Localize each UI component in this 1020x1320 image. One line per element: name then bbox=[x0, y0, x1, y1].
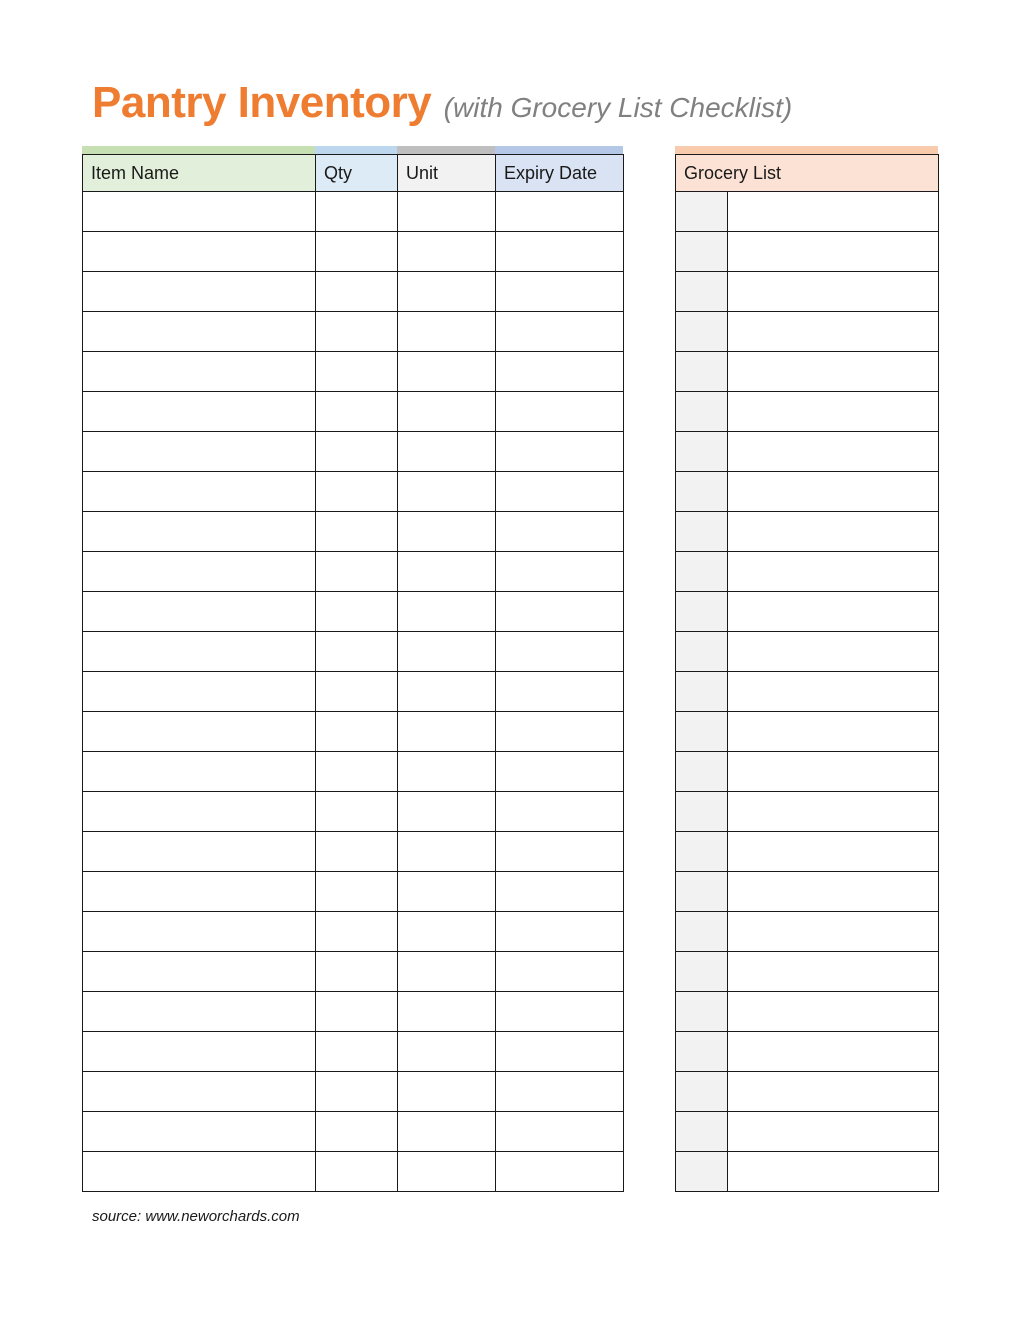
inventory-cell-expiry-date[interactable] bbox=[496, 832, 624, 872]
grocery-checkbox-cell[interactable] bbox=[676, 872, 728, 912]
inventory-cell-qty[interactable] bbox=[316, 472, 398, 512]
grocery-row bbox=[676, 192, 939, 232]
inventory-cell-expiry-date[interactable] bbox=[496, 272, 624, 312]
grocery-checkbox-cell[interactable] bbox=[676, 432, 728, 472]
inventory-cell-expiry-date[interactable] bbox=[496, 552, 624, 592]
grocery-checkbox-cell[interactable] bbox=[676, 632, 728, 672]
inventory-cell-qty[interactable] bbox=[316, 672, 398, 712]
page-title bbox=[92, 78, 792, 128]
grocery-item-cell[interactable] bbox=[728, 312, 939, 352]
inventory-cell-expiry-date[interactable] bbox=[496, 1032, 624, 1072]
grocery-item-cell[interactable] bbox=[728, 272, 939, 312]
inventory-cell-expiry-date[interactable] bbox=[496, 512, 624, 552]
grocery-item-cell[interactable] bbox=[728, 872, 939, 912]
grocery-list-table bbox=[675, 146, 938, 1192]
grocery-checkbox-cell[interactable] bbox=[676, 992, 728, 1032]
inventory-cell-expiry-date[interactable] bbox=[496, 792, 624, 832]
inventory-cell-item-name[interactable] bbox=[83, 832, 316, 872]
inventory-row bbox=[83, 712, 624, 752]
inventory-row bbox=[83, 792, 624, 832]
inventory-cell-qty[interactable] bbox=[316, 1072, 398, 1112]
inventory-row bbox=[83, 872, 624, 912]
grocery-checkbox-cell[interactable] bbox=[676, 712, 728, 752]
inventory-cell-unit[interactable] bbox=[398, 632, 496, 672]
grocery-item-cell[interactable] bbox=[728, 832, 939, 872]
grocery-checkbox-cell[interactable] bbox=[676, 192, 728, 232]
grocery-item-cell[interactable] bbox=[728, 1032, 939, 1072]
inventory-row bbox=[83, 352, 624, 392]
inventory-cell-expiry-date[interactable] bbox=[496, 952, 624, 992]
grocery-item-cell[interactable] bbox=[728, 432, 939, 472]
inventory-cell-qty[interactable] bbox=[316, 1152, 398, 1192]
grocery-checkbox-cell[interactable] bbox=[676, 352, 728, 392]
inventory-accent-bar bbox=[82, 146, 623, 154]
inventory-row bbox=[83, 512, 624, 552]
inventory-cell-qty[interactable] bbox=[316, 432, 398, 472]
grocery-row bbox=[676, 952, 939, 992]
header-grocery-list: Grocery List bbox=[676, 155, 939, 192]
inventory-cell-expiry-date[interactable] bbox=[496, 912, 624, 952]
grocery-item-cell[interactable] bbox=[728, 1112, 939, 1152]
inventory-cell-qty[interactable] bbox=[316, 872, 398, 912]
grocery-checkbox-cell[interactable] bbox=[676, 952, 728, 992]
inventory-cell-qty[interactable] bbox=[316, 272, 398, 312]
inventory-cell-qty[interactable] bbox=[316, 392, 398, 432]
inventory-cell-unit[interactable] bbox=[398, 832, 496, 872]
grocery-row bbox=[676, 552, 939, 592]
inventory-cell-item-name[interactable] bbox=[83, 312, 316, 352]
grocery-row bbox=[676, 432, 939, 472]
inventory-cell-expiry-date[interactable] bbox=[496, 632, 624, 672]
inventory-cell-unit[interactable] bbox=[398, 1112, 496, 1152]
inventory-cell-item-name[interactable] bbox=[83, 352, 316, 392]
inventory-cell-item-name[interactable] bbox=[83, 1072, 316, 1112]
inventory-cell-qty[interactable] bbox=[316, 352, 398, 392]
inventory-cell-qty[interactable] bbox=[316, 192, 398, 232]
inventory-header-row bbox=[83, 155, 624, 192]
inventory-cell-qty[interactable] bbox=[316, 912, 398, 952]
grocery-item-cell[interactable] bbox=[728, 552, 939, 592]
inventory-cell-unit[interactable] bbox=[398, 912, 496, 952]
inventory-cell-item-name[interactable] bbox=[83, 512, 316, 552]
inventory-row bbox=[83, 752, 624, 792]
grocery-item-cell[interactable] bbox=[728, 1152, 939, 1192]
inventory-cell-qty[interactable] bbox=[316, 792, 398, 832]
inventory-cell-expiry-date[interactable] bbox=[496, 1112, 624, 1152]
inventory-cell-item-name[interactable] bbox=[83, 952, 316, 992]
grocery-checkbox-cell[interactable] bbox=[676, 912, 728, 952]
inventory-cell-item-name[interactable] bbox=[83, 1032, 316, 1072]
inventory-cell-item-name[interactable] bbox=[83, 752, 316, 792]
inventory-row bbox=[83, 952, 624, 992]
inventory-cell-qty[interactable] bbox=[316, 1112, 398, 1152]
inventory-cell-unit[interactable] bbox=[398, 272, 496, 312]
inventory-cell-item-name[interactable] bbox=[83, 432, 316, 472]
grocery-checkbox-cell[interactable] bbox=[676, 1112, 728, 1152]
inventory-cell-unit[interactable] bbox=[398, 752, 496, 792]
inventory-cell-qty[interactable] bbox=[316, 1032, 398, 1072]
inventory-row bbox=[83, 912, 624, 952]
inventory-cell-qty[interactable] bbox=[316, 552, 398, 592]
grocery-item-cell[interactable] bbox=[728, 712, 939, 752]
inventory-cell-item-name[interactable] bbox=[83, 592, 316, 632]
grocery-row bbox=[676, 632, 939, 672]
grocery-checkbox-cell[interactable] bbox=[676, 832, 728, 872]
inventory-cell-item-name[interactable] bbox=[83, 912, 316, 952]
inventory-row bbox=[83, 192, 624, 232]
grocery-row bbox=[676, 872, 939, 912]
grocery-checkbox-cell[interactable] bbox=[676, 232, 728, 272]
grocery-row bbox=[676, 1032, 939, 1072]
grocery-checkbox-cell[interactable] bbox=[676, 312, 728, 352]
accent-item-name bbox=[82, 146, 315, 154]
inventory-cell-expiry-date[interactable] bbox=[496, 312, 624, 352]
inventory-cell-expiry-date[interactable] bbox=[496, 872, 624, 912]
inventory-cell-expiry-date[interactable] bbox=[496, 752, 624, 792]
grocery-row bbox=[676, 232, 939, 272]
inventory-cell-unit[interactable] bbox=[398, 192, 496, 232]
inventory-cell-unit[interactable] bbox=[398, 472, 496, 512]
inventory-cell-unit[interactable] bbox=[398, 952, 496, 992]
inventory-cell-unit[interactable] bbox=[398, 792, 496, 832]
grocery-checkbox-cell[interactable] bbox=[676, 592, 728, 632]
inventory-cell-unit[interactable] bbox=[398, 552, 496, 592]
inventory-cell-qty[interactable] bbox=[316, 512, 398, 552]
inventory-cell-item-name[interactable] bbox=[83, 552, 316, 592]
inventory-cell-unit[interactable] bbox=[398, 592, 496, 632]
inventory-cell-expiry-date[interactable] bbox=[496, 352, 624, 392]
inventory-cell-unit[interactable] bbox=[398, 992, 496, 1032]
inventory-cell-qty[interactable] bbox=[316, 632, 398, 672]
grocery-row bbox=[676, 392, 939, 432]
grocery-checkbox-cell[interactable] bbox=[676, 472, 728, 512]
inventory-cell-item-name[interactable] bbox=[83, 672, 316, 712]
grocery-row bbox=[676, 272, 939, 312]
grocery-item-cell[interactable] bbox=[728, 592, 939, 632]
inventory-cell-qty[interactable] bbox=[316, 752, 398, 792]
inventory-cell-item-name[interactable] bbox=[83, 632, 316, 672]
inventory-cell-qty[interactable] bbox=[316, 312, 398, 352]
inventory-cell-expiry-date[interactable] bbox=[496, 432, 624, 472]
inventory-cell-unit[interactable] bbox=[398, 1072, 496, 1112]
grocery-row bbox=[676, 592, 939, 632]
grocery-item-cell[interactable] bbox=[728, 952, 939, 992]
inventory-cell-item-name[interactable] bbox=[83, 1112, 316, 1152]
grocery-accent-bar bbox=[675, 146, 938, 154]
inventory-cell-unit[interactable] bbox=[398, 432, 496, 472]
grocery-item-cell[interactable] bbox=[728, 792, 939, 832]
inventory-cell-expiry-date[interactable] bbox=[496, 592, 624, 632]
inventory-cell-item-name[interactable] bbox=[83, 472, 316, 512]
grocery-row bbox=[676, 312, 939, 352]
inventory-cell-qty[interactable] bbox=[316, 592, 398, 632]
inventory-cell-item-name[interactable] bbox=[83, 872, 316, 912]
inventory-row bbox=[83, 1032, 624, 1072]
inventory-cell-qty[interactable] bbox=[316, 712, 398, 752]
inventory-cell-qty[interactable] bbox=[316, 232, 398, 272]
inventory-row bbox=[83, 992, 624, 1032]
inventory-row bbox=[83, 232, 624, 272]
inventory-cell-expiry-date[interactable] bbox=[496, 672, 624, 712]
accent-unit bbox=[397, 146, 495, 154]
inventory-cell-expiry-date[interactable] bbox=[496, 992, 624, 1032]
inventory-cell-unit[interactable] bbox=[398, 392, 496, 432]
grocery-row bbox=[676, 912, 939, 952]
grocery-item-cell[interactable] bbox=[728, 232, 939, 272]
inventory-cell-expiry-date[interactable] bbox=[496, 192, 624, 232]
inventory-cell-item-name[interactable] bbox=[83, 272, 316, 312]
source-note: source: www.neworchards.com bbox=[92, 1208, 300, 1225]
grocery-row bbox=[676, 672, 939, 712]
inventory-cell-expiry-date[interactable] bbox=[496, 1072, 624, 1112]
inventory-cell-qty[interactable] bbox=[316, 952, 398, 992]
inventory-cell-item-name[interactable] bbox=[83, 1152, 316, 1192]
inventory-row bbox=[83, 592, 624, 632]
inventory-cell-qty[interactable] bbox=[316, 832, 398, 872]
grocery-item-cell[interactable] bbox=[728, 672, 939, 712]
grocery-item-cell[interactable] bbox=[728, 512, 939, 552]
header-item-name: Item Name bbox=[83, 155, 316, 192]
grocery-row bbox=[676, 512, 939, 552]
inventory-cell-item-name[interactable] bbox=[83, 392, 316, 432]
inventory-cell-unit[interactable] bbox=[398, 232, 496, 272]
inventory-cell-item-name[interactable] bbox=[83, 192, 316, 232]
grocery-checkbox-cell[interactable] bbox=[676, 392, 728, 432]
grocery-checkbox-cell[interactable] bbox=[676, 272, 728, 312]
inventory-row bbox=[83, 672, 624, 712]
grocery-checkbox-cell[interactable] bbox=[676, 752, 728, 792]
grocery-checkbox-cell[interactable] bbox=[676, 512, 728, 552]
inventory-row bbox=[83, 632, 624, 672]
grocery-row bbox=[676, 1152, 939, 1192]
grocery-item-cell[interactable] bbox=[728, 752, 939, 792]
grocery-row bbox=[676, 712, 939, 752]
grocery-row bbox=[676, 1112, 939, 1152]
grocery-item-cell[interactable] bbox=[728, 472, 939, 512]
inventory-cell-unit[interactable] bbox=[398, 312, 496, 352]
inventory-row bbox=[83, 552, 624, 592]
grocery-checkbox-cell[interactable] bbox=[676, 552, 728, 592]
grocery-row bbox=[676, 752, 939, 792]
inventory-row bbox=[83, 272, 624, 312]
inventory-cell-item-name[interactable] bbox=[83, 712, 316, 752]
inventory-cell-unit[interactable] bbox=[398, 512, 496, 552]
inventory-row bbox=[83, 1072, 624, 1112]
grocery-checkbox-cell[interactable] bbox=[676, 672, 728, 712]
inventory-cell-unit[interactable] bbox=[398, 712, 496, 752]
grocery-item-cell[interactable] bbox=[728, 1072, 939, 1112]
inventory-cell-unit[interactable] bbox=[398, 352, 496, 392]
inventory-cell-expiry-date[interactable] bbox=[496, 232, 624, 272]
inventory-cell-item-name[interactable] bbox=[83, 232, 316, 272]
inventory-cell-item-name[interactable] bbox=[83, 992, 316, 1032]
accent-qty bbox=[315, 146, 397, 154]
grocery-item-cell[interactable] bbox=[728, 992, 939, 1032]
inventory-row bbox=[83, 1152, 624, 1192]
grocery-checkbox-cell[interactable] bbox=[676, 1072, 728, 1112]
header-unit: Unit bbox=[398, 155, 496, 192]
grocery-row bbox=[676, 792, 939, 832]
grocery-item-cell[interactable] bbox=[728, 632, 939, 672]
accent-expiry-date bbox=[495, 146, 623, 154]
pantry-inventory-table bbox=[82, 146, 623, 1192]
grocery-row bbox=[676, 352, 939, 392]
grocery-checkbox-cell[interactable] bbox=[676, 1032, 728, 1072]
inventory-cell-unit[interactable] bbox=[398, 672, 496, 712]
inventory-row bbox=[83, 432, 624, 472]
inventory-cell-unit[interactable] bbox=[398, 1152, 496, 1192]
inventory-cell-expiry-date[interactable] bbox=[496, 712, 624, 752]
grocery-checkbox-cell[interactable] bbox=[676, 792, 728, 832]
grocery-item-cell[interactable] bbox=[728, 352, 939, 392]
inventory-row bbox=[83, 392, 624, 432]
grocery-row bbox=[676, 472, 939, 512]
grocery-item-cell[interactable] bbox=[728, 392, 939, 432]
inventory-cell-expiry-date[interactable] bbox=[496, 472, 624, 512]
inventory-row bbox=[83, 832, 624, 872]
inventory-cell-unit[interactable] bbox=[398, 872, 496, 912]
grocery-item-cell[interactable] bbox=[728, 192, 939, 232]
inventory-row bbox=[83, 472, 624, 512]
inventory-cell-expiry-date[interactable] bbox=[496, 392, 624, 432]
inventory-cell-item-name[interactable] bbox=[83, 792, 316, 832]
header-expiry-date: Expiry Date bbox=[496, 155, 624, 192]
header-qty: Qty bbox=[316, 155, 398, 192]
title-subtitle: (with Grocery List Checklist) bbox=[443, 92, 793, 123]
grocery-item-cell[interactable] bbox=[728, 912, 939, 952]
inventory-row bbox=[83, 312, 624, 352]
inventory-row bbox=[83, 1112, 624, 1152]
grocery-row bbox=[676, 992, 939, 1032]
grocery-checkbox-cell[interactable] bbox=[676, 1152, 728, 1192]
grocery-row bbox=[676, 1072, 939, 1112]
inventory-cell-expiry-date[interactable] bbox=[496, 1152, 624, 1192]
grocery-header-row bbox=[676, 155, 939, 192]
inventory-cell-unit[interactable] bbox=[398, 1032, 496, 1072]
title-main: Pantry Inventory bbox=[92, 78, 432, 127]
grocery-row bbox=[676, 832, 939, 872]
inventory-cell-qty[interactable] bbox=[316, 992, 398, 1032]
